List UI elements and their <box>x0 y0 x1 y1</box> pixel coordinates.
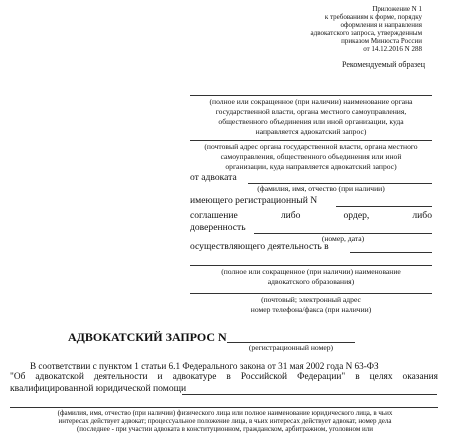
practicing-label: осуществляющего деятельность в <box>190 241 329 252</box>
paragraph-line: "Об адвокатской деятельности и адвокатуре в Российской Федерации" в целях оказания <box>10 372 438 382</box>
bar-formation-caption: (полное или сокращенное (при наличии) наименование адвокатского образования) <box>221 267 401 286</box>
legal-aid-line <box>182 394 437 395</box>
reg-number-caption: (регистрационный номер) <box>248 343 334 352</box>
appendix-block <box>311 5 422 53</box>
agreement-word: ордер, <box>343 210 370 221</box>
contact-caption: (почтовый; электронный адрес номер телефона/факса (при наличии) <box>250 295 372 314</box>
lawyer-fio-caption: (фамилия, имя, отчество (при наличии) <box>257 184 385 193</box>
org-name-caption: (полное или сокращенное (при наличии) наименование органа государственной власти, органа местного самоуправления, общественного объединения или иной организации, куда направляется адвокатский запрос) <box>209 97 413 136</box>
agreement-word: соглашение <box>190 210 238 221</box>
paragraph-line: В соответствии с пунктом 1 статьи 6.1 Федерального закона от 31 мая 2002 года N 63-ФЗ <box>30 361 379 371</box>
number-date-caption: (номер, дата) <box>321 234 365 243</box>
paragraph-line: квалифицированной юридической помощи <box>10 383 187 394</box>
from-lawyer-label: от адвоката <box>190 172 237 183</box>
request-paragraph <box>10 361 438 394</box>
appendix-line: оформления и направления <box>340 21 422 29</box>
appendix-line: Приложение N 1 <box>372 5 422 13</box>
appendix-line: адвокатского запроса, утвержденным <box>310 29 422 37</box>
org-address-line <box>190 140 432 141</box>
org-address-caption: (почтовый адрес органа государственной власти, органа местного самоуправления, общественного объединения или иной организации, куда направляется адвокатский запрос) <box>204 142 418 171</box>
agreement-line <box>190 210 432 221</box>
client-info-line <box>10 407 438 408</box>
appendix-line: приказом Минюста России <box>341 37 422 45</box>
registration-number-label: имеющего регистрационный N <box>190 195 318 206</box>
appendix-line: от 14.12.2016 N 288 <box>363 45 422 53</box>
trust-label: доверенность <box>190 222 246 233</box>
request-title: АДВОКАТСКИЙ ЗАПРОС N <box>68 330 227 344</box>
contact-line <box>190 293 432 294</box>
bar-formation-line <box>190 265 432 266</box>
registration-number-line <box>336 206 432 207</box>
agreement-word: либо <box>280 210 301 221</box>
org-name-line <box>190 95 432 96</box>
practicing-line <box>350 252 432 253</box>
client-caption: (фамилия, имя, отчество (при наличии) физического лица или полное наименование юридического лица, в чьих интересах действует адвокат; процессуальное положение лица, в чьих интересах действует адвокат, номер дела (последнее - при участии адвоката в конституционном, гражданском, арбитражном, уголовном или <box>57 409 393 433</box>
appendix-line: к требованиям к форме, порядку <box>324 13 422 21</box>
agreement-word: либо <box>412 210 432 221</box>
recommended-sample-label: Рекомендуемый образец <box>342 60 425 69</box>
